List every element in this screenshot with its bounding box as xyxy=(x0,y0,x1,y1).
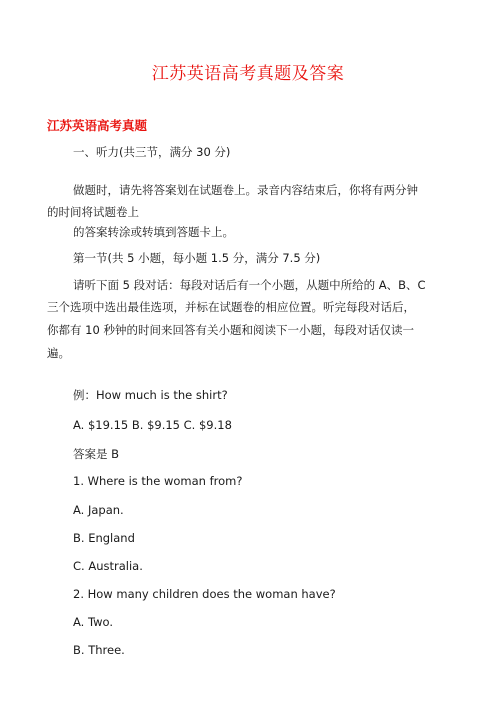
directions-line: 三个选项中选出最佳选项，并标在试题卷的相应位置。听完每段对话后， xyxy=(47,300,415,314)
question-1-option-b: B. England xyxy=(73,531,135,545)
directions-line: 遍。 xyxy=(47,346,70,360)
question-2: 2. How many children does the woman have? xyxy=(73,587,336,601)
directions-line: 请听下面 5 段对话：每段对话后有一个小题，从题中所给的 A、B、C xyxy=(73,278,426,292)
section-heading: 江苏英语高考真题 xyxy=(47,118,148,133)
example-question: 例：How much is the shirt? xyxy=(73,388,228,402)
instruction-line: 做题时，请先将答案划在试题卷上。录音内容结束后，你将有两分钟 xyxy=(73,183,418,197)
question-2-option-a: A. Two. xyxy=(73,615,113,629)
question-1: 1. Where is the woman from? xyxy=(73,474,243,488)
example-options: A. $19.15 B. $9.15 C. $9.18 xyxy=(73,418,232,432)
document-title: 江苏英语高考真题及答案 xyxy=(151,64,345,84)
part-one-header: 第一节(共 5 小题，每小题 1.5 分，满分 7.5 分) xyxy=(73,251,321,265)
instruction-line: 的时间将试题卷上 xyxy=(47,205,139,219)
example-answer: 答案是 B xyxy=(73,447,120,461)
question-1-option-a: A. Japan. xyxy=(73,503,124,517)
question-1-option-c: C. Australia. xyxy=(73,559,143,573)
directions-line: 你都有 10 秒钟的时间来回答有关小题和阅读下一小题，每段对话仅读一 xyxy=(47,323,414,337)
question-2-option-b: B. Three. xyxy=(73,643,125,657)
instruction-line: 的答案转涂或转填到答题卡上。 xyxy=(73,225,234,239)
listening-section-header: 一、听力(共三节，满分 30 分) xyxy=(73,145,231,159)
